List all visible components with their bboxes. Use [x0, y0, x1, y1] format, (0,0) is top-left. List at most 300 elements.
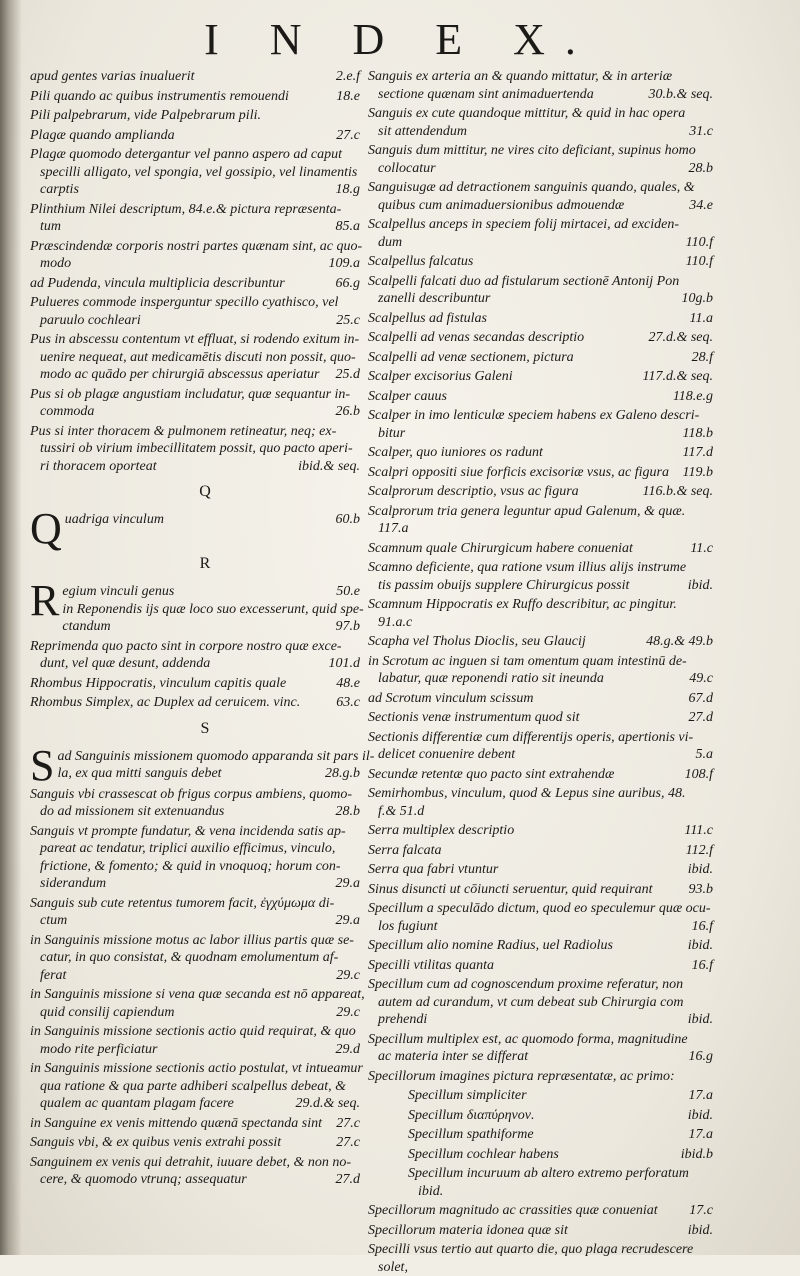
index-entry-line: [368, 444, 713, 462]
index-entry-line: [368, 310, 713, 328]
entry-page-ref: 29.a: [336, 912, 361, 930]
index-entry-line: [30, 386, 360, 404]
entry-text: Pili palpebrarum, vide Palpebrarum pili.: [30, 107, 265, 125]
entry-text: collocatur: [368, 160, 440, 178]
entry-page-ref: 93.b: [689, 881, 714, 899]
index-entry: [368, 310, 713, 328]
entry-text: 91.a.c: [368, 614, 416, 632]
entry-text: modo ac quādo per chirurgiā abscessus aperiatur: [30, 366, 323, 384]
entry-text: 117.a: [368, 520, 412, 538]
index-entry-line: [368, 407, 713, 425]
index-entry-line: [30, 1078, 360, 1096]
index-entry: [368, 1031, 713, 1066]
index-entry-line: [368, 690, 713, 708]
index-entry: [408, 1146, 713, 1164]
entry-page-ref: 17.a: [689, 1087, 714, 1105]
entry-text: solet,: [368, 1259, 412, 1276]
index-entry-line: [368, 900, 713, 918]
drop-cap-letter: Q: [30, 511, 62, 547]
entry-page-ref: 27.d.& seq.: [648, 329, 713, 347]
index-entry: [368, 68, 713, 103]
index-entry-line: [30, 201, 360, 219]
index-entry-line: [368, 976, 713, 994]
index-entry-line: [368, 1241, 713, 1259]
entry-text: Specillorum magnitudo ac crassities quæ conueniat: [368, 1202, 662, 1220]
index-entry-line: [30, 1023, 360, 1041]
entry-text: frictione, & fomento; & quid in vnoquoq; horum con-: [30, 858, 345, 876]
entry-text: Scalpelli ad venæ sectionem, pictura: [368, 349, 578, 367]
entry-text: Specillum cochlear habens: [408, 1146, 563, 1164]
index-entry: [368, 142, 713, 177]
entry-page-ref: 60.b: [336, 511, 361, 529]
index-entry-line: [368, 329, 713, 347]
entry-text: Sanguis vbi, & ex quibus venis extrahi possit: [30, 1134, 285, 1152]
index-entry: [368, 766, 713, 784]
entry-page-ref: 117.d.& seq.: [642, 368, 713, 386]
entry-text: Scalprorum descriptio, vsus ac figura: [368, 483, 583, 501]
entry-text: apud gentes varias inualuerit: [30, 68, 199, 86]
entry-page-ref: 11.c: [690, 540, 713, 558]
entry-text: ad Pudenda, vincula multiplicia describuntur: [30, 275, 289, 293]
entry-text: Serra falcata: [368, 842, 446, 860]
index-entry: [368, 861, 713, 879]
index-entry-line: [368, 881, 713, 899]
index-entry-line: [368, 368, 713, 386]
index-entry: [368, 842, 713, 860]
entry-page-ref: 48.e: [336, 675, 360, 693]
drop-cap-letter: S: [30, 748, 54, 784]
index-entry-line: [30, 107, 360, 125]
index-entry: [368, 105, 713, 140]
index-entry: [30, 1115, 360, 1133]
entry-text: do ad missionem sit extenuandus: [30, 803, 228, 821]
index-entry-line: [368, 179, 713, 197]
entry-page-ref: 63.c: [336, 694, 360, 712]
entry-page-ref: 109.a: [329, 255, 361, 273]
index-entry-line: [30, 875, 360, 893]
entry-text: ferat: [30, 967, 70, 985]
index-entry: [368, 216, 713, 251]
section-letter-r: R: [30, 547, 360, 581]
index-entry-line: [368, 861, 713, 879]
index-entry-line: [30, 1154, 360, 1172]
entry-text: Specillum a speculādo dictum, quod eo speculemur quæ ocu-: [368, 900, 715, 918]
entry-text: in Sanguinis missione si vena quæ secanda est nō appareat,: [30, 986, 369, 1004]
index-entry: [30, 386, 360, 421]
entry-text: quid consilij capiendum: [30, 1004, 179, 1022]
index-entry-line: [30, 458, 360, 476]
entry-text: Scamnum Hippocratis ex Ruffo describitur, ac pingitur.: [368, 596, 681, 614]
entry-text: uadriga vinculum: [65, 511, 168, 529]
entry-text: pareat ac tendatur, triplici auxilio efficimus, vinculo,: [30, 840, 339, 858]
index-entry-line: [368, 1259, 713, 1276]
entry-page-ref: 110.f: [686, 253, 713, 271]
index-entry-line: [368, 540, 713, 558]
index-entry-line: [30, 912, 360, 930]
index-entry: [368, 957, 713, 975]
index-entry-line: [30, 932, 360, 950]
entry-text: Sanguis sub cute retentus tumorem facit, ἐγχύμωμα di-: [30, 895, 338, 913]
section-letter-s: S: [30, 712, 360, 746]
entry-text: zanelli describuntur: [368, 290, 494, 308]
index-entry-line: [368, 766, 713, 784]
index-entry: [30, 694, 360, 712]
entry-text: Pili quando ac quibus instrumentis remouendi: [30, 88, 293, 106]
index-entry-line: [368, 290, 713, 308]
entry-page-ref: 111.c: [684, 822, 713, 840]
index-entry-line: [408, 1183, 713, 1201]
entry-text: Plagæ quando amplianda: [30, 127, 179, 145]
entry-text: Specilli vsus tertio aut quarto die, quo plaga recrudescere: [368, 1241, 697, 1259]
index-entry-line: [30, 1134, 360, 1152]
entry-text: Pus si ob plagæ angustiam includatur, quæ sequantur in-: [30, 386, 354, 404]
entry-text: Scalpellus anceps in speciem folij mirtacei, ad exciden-: [368, 216, 683, 234]
index-entry: [368, 464, 713, 482]
index-entry-line: [30, 694, 360, 712]
index-entry-line: [30, 1060, 360, 1078]
index-entry: [368, 503, 713, 538]
index-entry-line: [368, 653, 713, 671]
entry-page-ref: 17.a: [689, 1126, 714, 1144]
index-entry-line: [30, 1004, 360, 1022]
index-entry: [30, 786, 360, 821]
entry-text: Scamnum quale Chirurgicum habere conueniat: [368, 540, 637, 558]
index-entry: [368, 388, 713, 406]
entry-text: Scalper, quo iuniores os radunt: [368, 444, 547, 462]
entry-text: ctandum: [62, 618, 114, 636]
index-entry-line: [368, 918, 713, 936]
entry-page-ref: 49.c: [689, 670, 713, 688]
entry-text: Specillum spathiforme: [408, 1126, 538, 1144]
entry-page-ref: 119.b: [683, 464, 713, 482]
entry-page-ref: 27.c: [336, 127, 360, 145]
index-entry-line: [368, 68, 713, 86]
index-entry-line: [30, 294, 360, 312]
entry-page-ref: 34.e: [689, 197, 713, 215]
index-entry-line: [368, 425, 713, 443]
entry-page-ref: 97.b: [336, 618, 361, 636]
entry-text: Scalpelli falcati duo ad fistularum sectionē Antonij Pon: [368, 273, 683, 291]
entry-page-ref: 27.d: [336, 1171, 361, 1189]
index-entry: [30, 675, 360, 693]
entry-text: tis passim obuijs supplere Chirurgicus possit: [368, 577, 633, 595]
index-entry-line: [30, 127, 360, 145]
entry-text: Scalper cauus: [368, 388, 451, 406]
entry-page-ref: 18.e: [336, 88, 360, 106]
entry-text: tum: [30, 218, 65, 236]
index-entry-line: [368, 483, 713, 501]
index-entry-line: [30, 1041, 360, 1059]
index-entry-line: [368, 785, 713, 803]
index-entry-line: [368, 729, 713, 747]
entry-text: ri thoracem oporteat: [30, 458, 161, 476]
index-entry: [408, 1165, 713, 1200]
entry-text: siderandum: [30, 875, 110, 893]
index-entry: [368, 596, 713, 631]
index-entry-line: [30, 675, 360, 693]
index-entry: [30, 1060, 360, 1113]
entry-text: labatur, quæ reponendi ratio sit ineunda: [368, 670, 608, 688]
index-entry-line: [368, 596, 713, 614]
index-entry: [368, 709, 713, 727]
entry-page-ref: 28.b: [689, 160, 714, 178]
entry-page-ref: 5.a: [696, 746, 714, 764]
index-entry-line: [30, 858, 360, 876]
entry-text: Specillorum materia idonea quæ sit: [368, 1222, 572, 1240]
entry-text: in Sanguine ex venis mittendo quænā spectanda sint: [30, 1115, 326, 1133]
index-entry-line: [408, 1126, 713, 1144]
index-entry-line: [368, 842, 713, 860]
entry-text: Scalper excisorius Galeni: [368, 368, 517, 386]
entry-text: ac materia inter se differat: [368, 1048, 532, 1066]
index-entry-line: [30, 440, 360, 458]
entry-text: sectione quænam sint animaduertenda: [368, 86, 598, 104]
index-entry-line: [408, 1107, 713, 1125]
entry-page-ref: 118.e.g: [673, 388, 713, 406]
drop-cap-letter: R: [30, 583, 59, 619]
index-entry-line: [368, 1011, 713, 1029]
page-title: I N D E X.: [0, 14, 800, 65]
index-entry: [368, 559, 713, 594]
index-column-left: [30, 66, 360, 1189]
entry-text: Scapha vel Tholus Dioclis, seu Glaucij: [368, 633, 590, 651]
index-entry-line: [30, 423, 360, 441]
entry-page-ref: 50.e: [336, 583, 360, 601]
index-entry: [368, 253, 713, 271]
entry-page-ref: 85.a: [336, 218, 361, 236]
entry-page-ref: ibid.: [688, 577, 713, 595]
entry-page-ref: 16.f: [692, 957, 713, 975]
entry-text: ibid.: [408, 1183, 447, 1201]
entry-text: sit attendendum: [368, 123, 471, 141]
index-entry-line: [30, 146, 360, 164]
index-entry: [368, 1241, 713, 1276]
index-entry-line: [368, 803, 713, 821]
entry-text: Sanguis ex arteria an & quando mittatur, & in arteriæ: [368, 68, 676, 86]
index-entry-line: [30, 366, 360, 384]
entry-page-ref: ibid.: [688, 1222, 713, 1240]
entry-text: Scalpelli ad venas secandas descriptio: [368, 329, 588, 347]
entry-page-ref: 27.c: [336, 1134, 360, 1152]
index-entry: [368, 368, 713, 386]
index-entry-line: [30, 511, 360, 529]
index-entry-line: [368, 746, 713, 764]
entry-text: Sanguis vbi crassescat ob frigus corpus ambiens, quomo-: [30, 786, 356, 804]
index-entry-line: [368, 253, 713, 271]
entry-text: specilli alligato, vel spongia, vel gossipio, vel linamentis: [30, 164, 361, 182]
index-entry-line: [408, 1087, 713, 1105]
index-entry: [368, 483, 713, 501]
entry-text: Specillum incuruum ab altero extremo perforatum: [408, 1165, 693, 1183]
index-entry-line: [30, 181, 360, 199]
index-entry: [30, 107, 360, 125]
entry-text: carptis: [30, 181, 83, 199]
entry-page-ref: ibid.: [688, 861, 713, 879]
entry-text: Sectionis differentiæ cum differentijs operis, apertionis vi-: [368, 729, 697, 747]
entry-page-ref: ibid.: [688, 1011, 713, 1029]
entry-page-ref: 16.f: [692, 918, 713, 936]
index-entry: [368, 653, 713, 688]
index-entry-line: [368, 1068, 713, 1086]
index-entry-line: [30, 618, 360, 636]
entry-text: Specillorum imagines pictura repræsentatæ, ac primo:: [368, 1068, 679, 1086]
entry-page-ref: 30.b.& seq.: [648, 86, 713, 104]
index-entry-line: [30, 1171, 360, 1189]
index-entry-line: [30, 895, 360, 913]
entry-page-ref: ibid.: [688, 1107, 713, 1125]
entry-page-ref: 16.g: [689, 1048, 714, 1066]
entry-text: Sanguis vt prompte fundatur, & vena incidenda satis ap-: [30, 823, 350, 841]
entry-text: Reprimenda quo pacto sint in corpore nostro quæ exce-: [30, 638, 346, 656]
index-entry-line: [30, 803, 360, 821]
entry-text: Specillum alio nomine Radius, uel Radiolus: [368, 937, 617, 955]
index-entry-line: [368, 1048, 713, 1066]
index-entry-line: [30, 349, 360, 367]
index-entry: [30, 1023, 360, 1058]
entry-text: Pus in abscessu contentum vt effluat, si rodendo exitum in-: [30, 331, 363, 349]
index-entry-line: [30, 275, 360, 293]
index-entry-line: [30, 601, 360, 619]
index-entry: [30, 986, 360, 1021]
index-entry-line: [30, 967, 360, 985]
index-entry-line: [30, 88, 360, 106]
entry-text: Scalpri oppositi siue forficis excisoriæ vsus, ac figura: [368, 464, 673, 482]
index-entry: [368, 937, 713, 955]
entry-page-ref: 29.a: [336, 875, 361, 893]
entry-text: modo: [30, 255, 75, 273]
index-entry-line: [368, 822, 713, 840]
entry-text: modo rite perficiatur: [30, 1041, 161, 1059]
index-entry: [368, 976, 713, 1029]
entry-text: in Sanguinis missione sectionis actio postulat, vt intueamur: [30, 1060, 367, 1078]
entry-text: Sanguisugæ ad detractionem sanguinis quando, quales, &: [368, 179, 699, 197]
entry-text: Scalpellus ad fistulas: [368, 310, 491, 328]
index-entry: [30, 68, 360, 86]
entry-text: Specillum cum ad cognoscendum proxime referatur, non: [368, 976, 687, 994]
index-entry-line: [30, 312, 360, 330]
index-entry-line: [368, 633, 713, 651]
index-entry: [368, 349, 713, 367]
index-entry: [30, 146, 360, 199]
index-entry-line: [368, 86, 713, 104]
entry-text: Rhombus Simplex, ac Duplex ad ceruicem. vinc.: [30, 694, 304, 712]
index-entry: [368, 729, 713, 764]
entry-page-ref: 66.g: [336, 275, 361, 293]
entry-page-ref: 26.b: [336, 403, 361, 421]
entry-page-ref: 10g.b: [682, 290, 714, 308]
entry-text: tussiri ob virium imbecillitatem possit, quo pacto aperi-: [30, 440, 357, 458]
index-entry: [368, 785, 713, 820]
index-entry-line: [30, 238, 360, 256]
index-entry-line: [368, 464, 713, 482]
entry-text: Specillum multiplex est, ac quomodo forma, magnitudine: [368, 1031, 692, 1049]
index-entry: [30, 201, 360, 236]
index-entry-line: [30, 840, 360, 858]
entry-text: in Reponendis ijs quæ loco suo excesserunt, quid spe-: [62, 601, 367, 619]
entry-page-ref: 108.f: [685, 766, 713, 784]
index-entry-line: [368, 234, 713, 252]
entry-text: quibus cum animaduersionibus admouendæ: [368, 197, 628, 215]
index-entry: [368, 633, 713, 651]
entry-text: paruulo cochleari: [30, 312, 145, 330]
index-entry: [368, 690, 713, 708]
entry-text: Sectionis venæ instrumentum quod sit: [368, 709, 584, 727]
index-entry: [30, 88, 360, 106]
index-entry-line: [30, 331, 360, 349]
entry-page-ref: 31.c: [689, 123, 713, 141]
entry-page-ref: 116.b.& seq.: [642, 483, 713, 501]
index-entry-line: [368, 559, 713, 577]
index-entry-line: [368, 388, 713, 406]
index-entry-line: [30, 823, 360, 841]
entry-text: autem ad curandum, vt cum debeat sub Chirurgia com: [368, 994, 688, 1012]
entry-page-ref: 27.d: [689, 709, 714, 727]
index-entry: [30, 331, 360, 384]
index-entry: [30, 1154, 360, 1189]
entry-text: bitur: [368, 425, 409, 443]
entry-page-ref: 112.f: [686, 842, 713, 860]
index-entry-line: [368, 197, 713, 215]
entry-page-ref: 11.a: [690, 310, 713, 328]
index-entry: [30, 895, 360, 930]
index-entry-line: [368, 216, 713, 234]
index-entry: [368, 1202, 713, 1220]
index-entry-line: [368, 273, 713, 291]
index-entry-line: [368, 1202, 713, 1220]
entry-page-ref: 27.c: [336, 1115, 360, 1133]
entry-text: delicet conuenire debent: [368, 746, 519, 764]
entry-page-ref: 28.b: [336, 803, 361, 821]
index-entry-line: [368, 123, 713, 141]
entry-text: Plagæ quomodo detergantur vel panno aspero ad caput: [30, 146, 346, 164]
index-entry: [30, 823, 360, 893]
entry-text: Specillum διαπύρηνον.: [408, 1107, 539, 1125]
index-entry-line: [368, 670, 713, 688]
entry-page-ref: 17.c: [689, 1202, 713, 1220]
index-entry-line: [30, 68, 360, 86]
index-column-right: [368, 66, 713, 1276]
entry-text: Scalpellus falcatus: [368, 253, 477, 271]
entry-text: Sanguis ex cute quandoque mittitur, & quid in hac opera: [368, 105, 689, 123]
index-entry-line: [30, 255, 360, 273]
index-entry: [408, 1087, 713, 1105]
index-entry: [30, 423, 360, 476]
entry-page-ref: 117.d: [683, 444, 713, 462]
index-entry-line: [368, 577, 713, 595]
index-entry-line: [30, 164, 360, 182]
index-entry: [368, 1222, 713, 1240]
entry-text: qualem ac quantam plagam facere: [30, 1095, 238, 1113]
entry-text: Pus si inter thoracem & pulmonem retineatur, neq; ex-: [30, 423, 340, 441]
entry-text: la, ex qua mitti sanguis debet: [57, 765, 225, 783]
index-entry: [30, 638, 360, 673]
index-entry: [368, 822, 713, 840]
index-entry: [408, 1107, 713, 1125]
entry-page-ref: 101.d: [329, 655, 361, 673]
index-entry: [30, 932, 360, 985]
index-entry-line: [30, 218, 360, 236]
entry-page-ref: 48.g.& 49.b: [646, 633, 713, 651]
entry-text: los fugiunt: [368, 918, 442, 936]
entry-text: Specilli vtilitas quanta: [368, 957, 498, 975]
entry-text: cere, & quomodo vtrunq; assequatur: [30, 1171, 251, 1189]
index-entry-line: [30, 655, 360, 673]
index-entry: [368, 179, 713, 214]
index-entry: [30, 127, 360, 145]
index-entry-line: [368, 160, 713, 178]
entry-text: f.& 51.d: [368, 803, 428, 821]
entry-page-ref: ibid.b: [681, 1146, 713, 1164]
